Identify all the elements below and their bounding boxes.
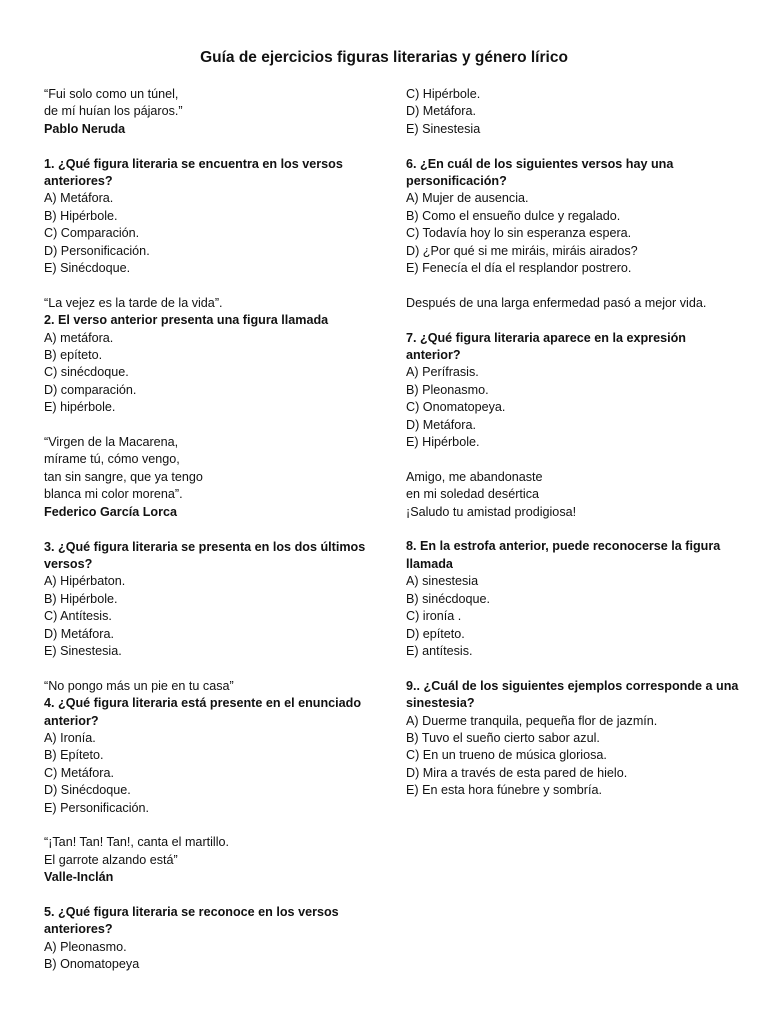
question-line: anteriores? <box>44 922 113 937</box>
text-line: tan sin sangre, que ya tengo <box>44 469 203 484</box>
text-line: D) Personificación. <box>44 243 150 258</box>
question-line: 6. ¿En cuál de los siguientes versos hay una <box>406 156 674 171</box>
left-column <box>44 86 374 974</box>
text-line: A) Mujer de ausencia. <box>406 191 529 206</box>
text-line: A) metáfora. <box>44 330 114 345</box>
text-line: A) sinestesia <box>406 574 479 589</box>
question-line: Pablo Neruda <box>44 121 126 136</box>
spacer <box>44 660 374 677</box>
text-line: B) Hipérbole. <box>44 208 118 223</box>
text-line: mírame tú, cómo vengo, <box>44 452 180 467</box>
text-line: B) epíteto. <box>44 348 103 363</box>
text-line: E) Fenecía el día el resplandor postrero. <box>406 261 632 276</box>
text-line: C) Antítesis. <box>44 609 112 624</box>
text-line: E) hipérbole. <box>44 400 116 415</box>
text-line: D) Mira a través de esta pared de hielo. <box>406 765 628 780</box>
question-line: 7. ¿Qué figura literaria aparece en la expresión <box>406 330 686 345</box>
text-line: A) Duerme tranquila, pequeña flor de jazmín. <box>406 713 658 728</box>
text-line: ¡Saludo tu amistad prodigiosa! <box>406 504 577 519</box>
text-line: “Virgen de la Macarena, <box>44 435 179 450</box>
question-line: 5. ¿Qué figura literaria se reconoce en los versos <box>44 904 339 919</box>
text-line: “Fui solo como un túnel, <box>44 87 179 101</box>
text-line: D) ¿Por qué si me miráis, miráis airados? <box>406 243 638 258</box>
question-line: 2. El verso anterior presenta una figura llamada <box>44 313 329 328</box>
text-line: “La vejez es la tarde de la vida”. <box>44 295 223 310</box>
text-line: E) Sinestesia. <box>44 643 122 658</box>
text-line: A) Ironía. <box>44 730 96 745</box>
text-line: Después de una larga enfermedad pasó a mejor vida. <box>406 295 707 310</box>
question-line: sinestesia? <box>406 696 475 711</box>
spacer <box>406 451 736 468</box>
spacer <box>406 312 736 329</box>
text-line: El garrote alzando está” <box>44 852 178 867</box>
spacer <box>44 138 374 155</box>
text-line: A) Pleonasmo. <box>44 939 127 954</box>
text-line: A) Hipérbaton. <box>44 574 126 589</box>
text-line: E) antítesis. <box>406 643 473 658</box>
text-line: D) Sinécdoque. <box>44 783 131 798</box>
text-line: D) Metáfora. <box>406 104 476 119</box>
spacer <box>44 277 374 294</box>
text-line: E) Sinécdoque. <box>44 261 131 276</box>
question-line: 8. En la estrofa anterior, puede reconocerse la figura <box>406 539 721 554</box>
text-line: B) Como el ensueño dulce y regalado. <box>406 208 621 223</box>
spacer <box>44 887 374 904</box>
question-line: 4. ¿Qué figura literaria está presente en el enunciado <box>44 696 362 711</box>
spacer <box>406 277 736 294</box>
question-line: anteriores? <box>44 174 113 189</box>
text-line: B) sinécdoque. <box>406 591 491 606</box>
question-line: llamada <box>406 556 453 571</box>
text-line: “¡Tan! Tan! Tan!, canta el martillo. <box>44 835 230 850</box>
text-line: A) Metáfora. <box>44 191 114 206</box>
text-line: Amigo, me abandonaste <box>406 469 543 484</box>
spacer <box>44 417 374 434</box>
text-line: A) Perífrasis. <box>406 365 479 380</box>
text-line: C) Comparación. <box>44 226 140 241</box>
text-line: B) Pleonasmo. <box>406 382 489 397</box>
question-line: versos? <box>44 556 93 571</box>
text-line: B) Epíteto. <box>44 748 104 763</box>
question-line: anterior? <box>406 348 461 363</box>
question-line: Valle-Inclán <box>44 870 114 885</box>
text-line: D) Metáfora. <box>406 417 476 432</box>
text-line: E) Hipérbole. <box>406 435 480 450</box>
text-line: B) Onomatopeya <box>44 957 140 972</box>
question-line: personificación? <box>406 174 507 189</box>
spacer <box>406 138 736 155</box>
right-column <box>406 86 739 800</box>
question-line: 9.. ¿Cuál de los siguientes ejemplos corresponde a una <box>406 678 739 693</box>
spacer <box>406 521 736 538</box>
text-line: C) Metáfora. <box>44 765 114 780</box>
question-line: 3. ¿Qué figura literaria se presenta en los dos últimos <box>44 539 366 554</box>
spacer <box>44 817 374 834</box>
text-line: C) Onomatopeya. <box>406 400 506 415</box>
text-line: de mí huían los pájaros.” <box>44 104 183 119</box>
text-line: B) Tuvo el sueño cierto sabor azul. <box>406 730 600 745</box>
page-title: Guía de ejercicios figuras literarias y género lírico <box>200 49 568 66</box>
question-line: anterior? <box>44 713 99 728</box>
text-line: B) Hipérbole. <box>44 591 118 606</box>
text-line: E) Sinestesia <box>406 121 481 136</box>
text-line: C) sinécdoque. <box>44 365 129 380</box>
text-line: E) Personificación. <box>44 800 149 815</box>
text-line: D) epíteto. <box>406 626 465 641</box>
text-line: en mi soledad desértica <box>406 487 540 502</box>
question-line: Federico García Lorca <box>44 504 177 519</box>
text-line: D) Metáfora. <box>44 626 114 641</box>
text-line: E) En esta hora fúnebre y sombría. <box>406 783 603 798</box>
text-line: C) Hipérbole. <box>406 87 481 101</box>
spacer <box>44 521 374 538</box>
text-line: C) ironía . <box>406 609 462 624</box>
text-line: C) En un trueno de música gloriosa. <box>406 748 607 763</box>
spacer <box>406 660 736 677</box>
text-line: “No pongo más un pie en tu casa” <box>44 678 234 693</box>
text-line: C) Todavía hoy lo sin esperanza espera. <box>406 226 632 241</box>
question-line: 1. ¿Qué figura literaria se encuentra en los versos <box>44 156 343 171</box>
text-line: D) comparación. <box>44 382 137 397</box>
text-line: blanca mi color morena”. <box>44 487 183 502</box>
